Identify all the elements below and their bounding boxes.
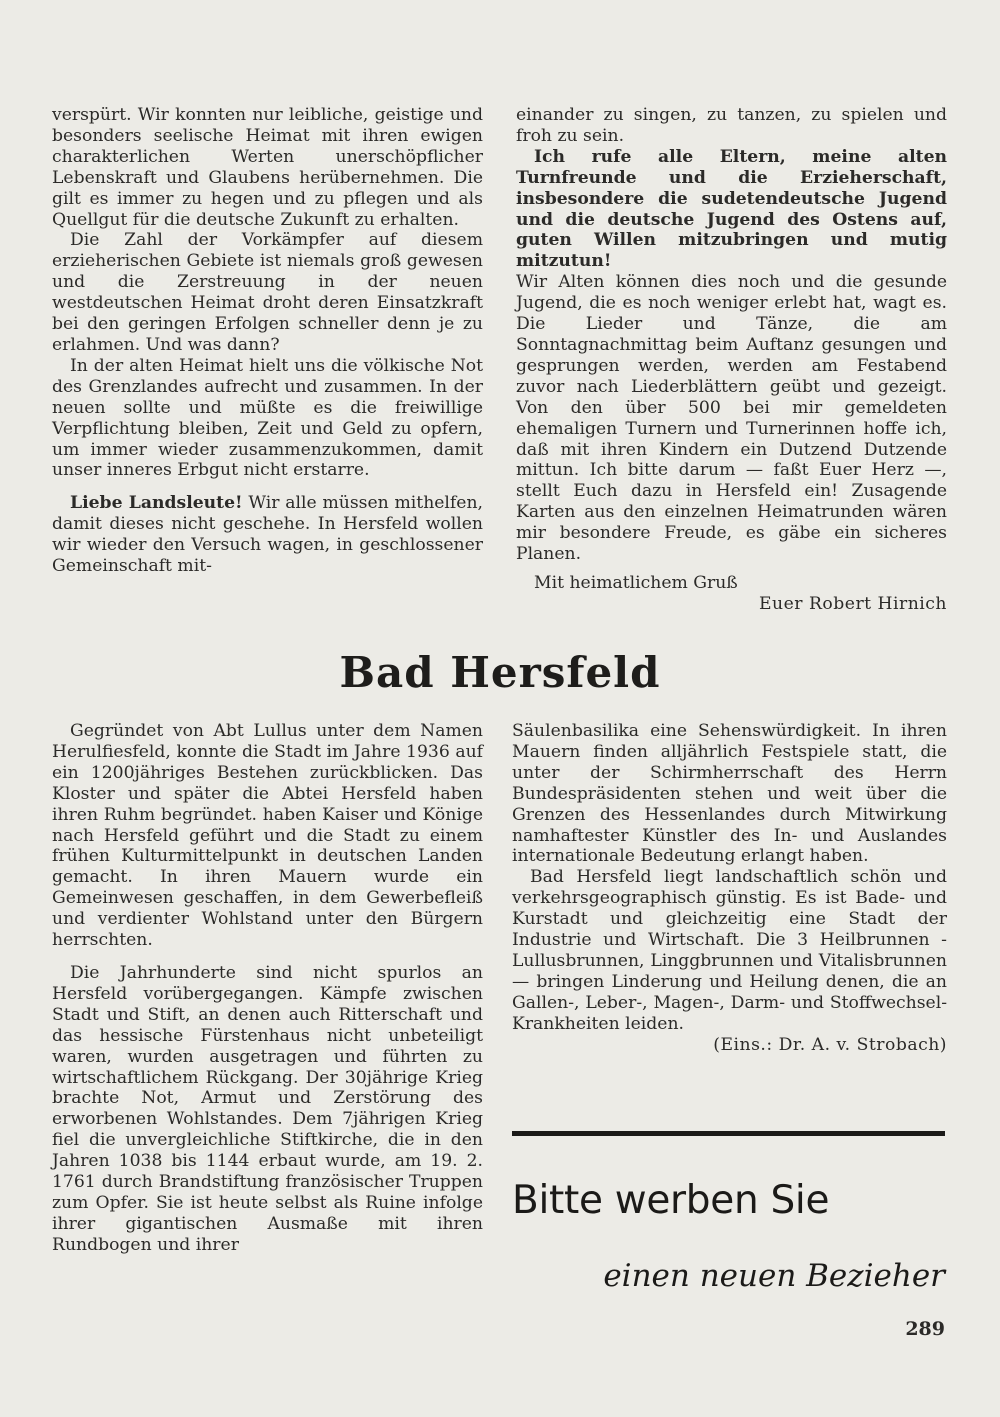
- bold-appeal: Ich rufe alle Eltern, meine alten Turnfreunde und die Erzieherschaft, insbesondere die sudetendeutsche Jugend und die deutsche Jugend des Ostens auf, guten Willen mitzubringen und mutig mitzutun!: [516, 146, 947, 272]
- divider-rule: [512, 1131, 945, 1136]
- bold-phrase: Liebe Landsleute!: [70, 493, 243, 514]
- paragraph: In der alten Heimat hielt uns die völkische Not des Grenzlandes aufrecht und zusammen. In der neuen sollte und müßte es die freiwillige Verpflichtung bleiben, Zeit und Geld zu opfern, um immer wieder zusammenzukommen, damit unser inneres Erbgut nicht erstarre.: [52, 355, 483, 481]
- paragraph: Die Zahl der Vorkämpfer auf diesem erzieherischen Gebiete ist niemals groß gewesen und die Zerstreuung in der neuen westdeutschen Heimat droht deren Einsatzkraft bei den geringen Erfolgen schneller denn je zu erlahmen. Und was dann?: [52, 230, 483, 355]
- paragraph: Gegründet von Abt Lullus unter dem Namen Herulfiesfeld, konnte die Stadt im Jahre 1936 auf ein 1200jähriges Bestehen zurückblicken. Das Kloster und später die Abtei Hersfeld haben ihren Ruhm begründet. haben Kaiser und Könige nach Hersfeld geführt und die Stadt zu einem frühen Kulturmittelpunkt in deutschen Landen gemacht. In ihren Mauern wurde ein Gemeinwesen geschaffen, in dem Gewerbefleiß und verdienter Wohlstand unter den Bürgern herrschten.: [52, 721, 483, 951]
- paragraph: einander zu singen, zu tanzen, zu spielen und froh zu sein.: [516, 105, 947, 146]
- paragraph: Wir Alten können dies noch und die gesunde Jugend, die es noch weniger erlebt hat, wagt es. Die Lieder und Tänze, die am Sonntagnachmittag beim Auftanz gesungen und gesprungen werden, werden am Festabend zuvor nach Liederblättern geübt und gezeigt. Von den über 500 bei mir gemeldeten ehemaligen Turnern und Turnerinnen hoffe ich, daß mit ihren Kindern ein Dutzend Dutzende mittun. Ich bitte darum — faßt Euer Herz —, stellt Euch dazu in Hersfeld ein! Zusagende Karten aus den einzelnen Heimatrunden wären mir besondere Freude, es gäbe ein sicheres Planen.: [516, 272, 947, 565]
- page-number: 289: [905, 1318, 945, 1340]
- ad-subline: einen neuen Bezieher: [603, 1258, 945, 1294]
- paragraph-rest: Wir alle müssen mithelfen, damit dieses nicht geschehe. In Hersfeld wollen wir wieder den Versuch wagen, in geschlossener Gemeinschaft mit-: [52, 493, 483, 577]
- top-left-column: [52, 105, 483, 577]
- paragraph: Säulenbasilika eine Sehenswürdigkeit. In ihren Mauern finden alljährlich Festspiele statt, die unter der Schirmherrschaft des Herrn Bundespräsidenten stehen und weit über die Grenzen des Hessenlandes durch Mitwirkung namhaftester Künstler des In- und Auslandes internationale Bedeutung erlangt haben.: [512, 721, 947, 867]
- paragraph: Die Jahrhunderte sind nicht spurlos an Hersfeld vorübergegangen. Kämpfe zwischen Stadt und Stift, an denen auch Ritterschaft und das hessische Fürstenhaus nicht unbeteiligt waren, wurden ausgetragen und führten zu wirtschaftlichem Rückgang. Der 30jährige Krieg brachte Not, Armut und Zerstörung des erworbenen Wohlstandes. Dem 7jährigen Krieg fiel die unvergleichliche Stiftkirche, die in den Jahren 1038 bis 1144 erbaut wurde, am 19. 2. 1761 durch Brandstiftung französischer Truppen zum Opfer. Sie ist heute selbst als Ruine infolge ihrer gigantischen Ausmaße mit ihren Rundbogen und ihrer: [52, 962, 483, 1255]
- bottom-left-column: [52, 721, 483, 1256]
- section-headline: Bad Hersfeld: [339, 648, 661, 697]
- bottom-right-column: [512, 721, 947, 1056]
- signature: Euer Robert Hirnich: [759, 593, 947, 614]
- paragraph: [52, 493, 483, 577]
- ad-headline: Bitte werben Sie: [512, 1178, 830, 1223]
- paragraph: Bad Hersfeld liegt landschaftlich schön und verkehrsgeographisch günstig. Es ist Bade- und Kurstadt und gleichzeitig eine Stadt der Industrie und Wirtschaft. Die 3 Heilbrunnen - Lullusbrunnen, Linggbrunnen und Vitalisbrunnen — bringen Linderung und Heilung denen, die an Gallen-, Leber-, Magen-, Darm- und Stoffwechsel-Krankheiten leiden.: [512, 867, 947, 1034]
- paragraph: verspürt. Wir konnten nur leibliche, geistige und besonders seelische Heimat mit ihren ewigen charakterlichen Werten unerschöpflicher Lebenskraft und Glaubens herübernehmen. Die gilt es immer zu hegen und zu pflegen und als Quellgut für die deutsche Zukunft zu erhalten.: [52, 105, 483, 230]
- credit-line: (Eins.: Dr. A. v. Strobach): [713, 1034, 947, 1055]
- greeting: Mit heimatlichem Gruß: [534, 572, 738, 593]
- top-right-column: [516, 105, 947, 615]
